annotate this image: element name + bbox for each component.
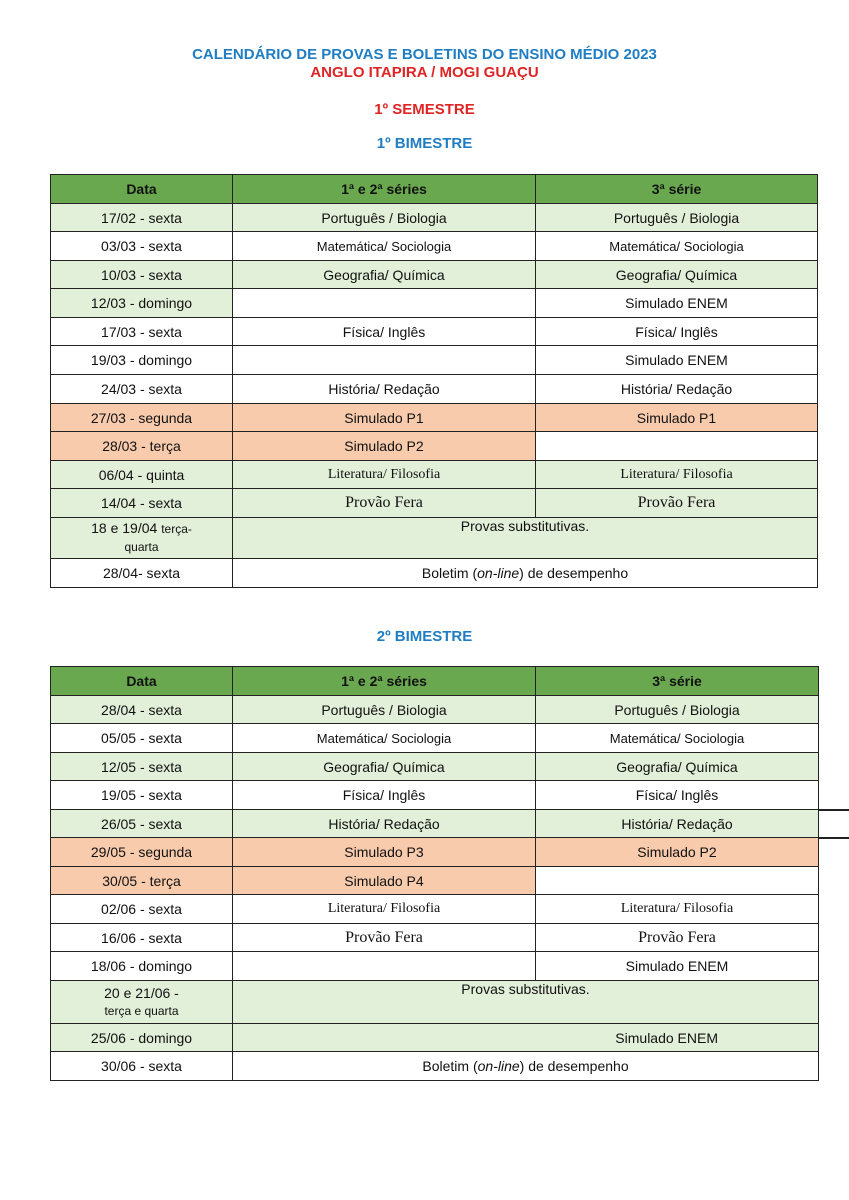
table-row — [51, 432, 818, 461]
row-date: 06/04 - quinta — [51, 461, 233, 489]
bimestre1-table — [50, 174, 818, 588]
row-exam-1-2: Provão Fera — [233, 489, 536, 518]
row-exam-1-2 — [233, 289, 536, 318]
row-date: 19/03 - domingo — [51, 346, 233, 375]
subst-weekday: terça e quarta — [104, 1003, 179, 1018]
row-exam-1-2: Provão Fera — [233, 924, 536, 952]
row-exam-1-2 — [233, 952, 536, 981]
row-exam-1-2: Português / Biologia — [233, 204, 536, 232]
subst-text: Provas substitutivas. — [233, 981, 819, 1024]
row-exam-3: História/ Redação — [536, 375, 818, 404]
subst-weekday-a: terça- — [161, 522, 192, 536]
row-exam-3: Português / Biologia — [536, 204, 818, 232]
boletim-text — [233, 1052, 819, 1081]
row-exam-3: Geografia/ Química — [536, 753, 819, 781]
header-series-3: 3ª série — [536, 667, 819, 696]
row-exam-3: História/ Redação — [536, 810, 819, 838]
row-date: 30/05 - terça — [51, 867, 233, 895]
row-exam-3: Provão Fera — [536, 924, 819, 952]
table-header-row — [51, 667, 819, 696]
row-exam-1-2: Física/ Inglês — [233, 318, 536, 346]
row-date: 24/03 - sexta — [51, 375, 233, 404]
table-row — [51, 489, 818, 518]
row-exam-1-2: Simulado P3 — [233, 838, 536, 867]
row-date: 25/06 - domingo — [51, 1024, 233, 1052]
table-row — [51, 518, 818, 559]
table-row — [51, 375, 818, 404]
table-header-row — [51, 175, 818, 204]
table-row — [51, 838, 819, 867]
row-date: 18/06 - domingo — [51, 952, 233, 981]
row-date: 28/03 - terça — [51, 432, 233, 461]
boletim-online: on-line — [477, 565, 520, 581]
row-exam-3: Física/ Inglês — [536, 781, 819, 810]
row-exam-3: Simulado ENEM — [536, 952, 819, 981]
header-date: Data — [51, 667, 233, 696]
row-date: 28/04 - sexta — [51, 696, 233, 724]
row-date: 26/05 - sexta — [51, 810, 233, 838]
document-title: CALENDÁRIO DE PROVAS E BOLETINS DO ENSINO MÉDIO 2023 — [192, 46, 657, 63]
row-date: 28/04- sexta — [51, 559, 233, 588]
table-row — [51, 261, 818, 289]
table-row — [51, 867, 819, 895]
bimestre2-title: 2º BIMESTRE — [376, 628, 473, 645]
row-exam-1-2: Simulado P4 — [233, 867, 536, 895]
row-exam-3: Português / Biologia — [536, 696, 819, 724]
bimestre2-table — [50, 666, 819, 1081]
row-exam-1-2 — [233, 346, 536, 375]
header-series-3: 3ª série — [536, 175, 818, 204]
row-exam-1-2: Português / Biologia — [233, 696, 536, 724]
header-series-1-2: 1ª e 2ª séries — [233, 667, 536, 696]
row-exam-3: Matemática/ Sociologia — [536, 724, 819, 753]
row-exam-3: Literatura/ Filosofia — [536, 461, 818, 489]
row-date — [51, 518, 233, 559]
boletim-after: ) de desempenho — [519, 565, 629, 581]
row-exam-1-2: Física/ Inglês — [233, 781, 536, 810]
table-row — [51, 1024, 819, 1052]
bimestre1-title: 1º BIMESTRE — [376, 135, 473, 152]
row-date: 12/03 - domingo — [51, 289, 233, 318]
row-exam-3: Provão Fera — [536, 489, 818, 518]
row-exam-1-2: Geografia/ Química — [233, 753, 536, 781]
table-row — [51, 895, 819, 924]
header-series-1-2: 1ª e 2ª séries — [233, 175, 536, 204]
table-row — [51, 781, 819, 810]
row-exam-1-2: Geografia/ Química — [233, 261, 536, 289]
row-exam-3: Literatura/ Filosofia — [536, 895, 819, 924]
table-row — [51, 232, 818, 261]
table-row — [51, 753, 819, 781]
row-date — [51, 981, 233, 1024]
row-exam-3: Física/ Inglês — [536, 318, 818, 346]
subst-weekday-b: quarta — [124, 540, 159, 554]
row-exam-3 — [536, 432, 818, 461]
school-name: ANGLO ITAPIRA / MOGI GUAÇU — [310, 64, 539, 81]
table-row — [51, 461, 818, 489]
table-row — [51, 810, 819, 838]
boletim-before: Boletim ( — [421, 565, 478, 581]
row-date: 27/03 - segunda — [51, 404, 233, 432]
row-exam-1-2: Literatura/ Filosofia — [233, 895, 536, 924]
table-row — [51, 1052, 819, 1081]
row-date: 17/02 - sexta — [51, 204, 233, 232]
table-row — [51, 696, 819, 724]
row-exam-3: Geografia/ Química — [536, 261, 818, 289]
table-row — [51, 289, 818, 318]
row-exam-3: Matemática/ Sociologia — [536, 232, 818, 261]
row-exam-3 — [536, 867, 819, 895]
row-exam-1-2: Simulado P2 — [233, 432, 536, 461]
row-date: 02/06 - sexta — [51, 895, 233, 924]
subst-date: 20 e 21/06 - — [104, 984, 179, 1001]
row-date: 16/06 - sexta — [51, 924, 233, 952]
row-date: 03/03 - sexta — [51, 232, 233, 261]
table-row — [51, 724, 819, 753]
subst-text: Provas substitutivas. — [233, 518, 818, 559]
table-row — [51, 981, 819, 1024]
row-date: 14/04 - sexta — [51, 489, 233, 518]
row-date: 29/05 - segunda — [51, 838, 233, 867]
boletim-text — [233, 559, 818, 588]
row-exam-3: Simulado ENEM — [536, 346, 818, 375]
table-row — [51, 952, 819, 981]
stray-line — [818, 809, 849, 811]
table-row — [51, 559, 818, 588]
boletim-online: on-line — [477, 1058, 520, 1074]
table-row — [51, 346, 818, 375]
table-row — [51, 924, 819, 952]
row-exam-1-2: História/ Redação — [233, 375, 536, 404]
boletim-after: ) de desempenho — [519, 1058, 629, 1074]
row-date: 17/03 - sexta — [51, 318, 233, 346]
row-date: 05/05 - sexta — [51, 724, 233, 753]
row-date: 10/03 - sexta — [51, 261, 233, 289]
table-row — [51, 404, 818, 432]
row-date: 19/05 - sexta — [51, 781, 233, 810]
row-exam-3: Simulado ENEM — [536, 289, 818, 318]
row-exam-1-2: Matemática/ Sociologia — [233, 724, 536, 753]
row-exam-1-2: Matemática/ Sociologia — [233, 232, 536, 261]
row-exam-1-2: Literatura/ Filosofia — [233, 461, 536, 489]
table-row — [51, 204, 818, 232]
table-row — [51, 318, 818, 346]
header-date: Data — [51, 175, 233, 204]
subst-date: 18 e 19/04 — [91, 520, 158, 536]
enem-text: Simulado ENEM — [233, 1024, 819, 1052]
stray-line — [818, 837, 849, 839]
row-date: 30/06 - sexta — [51, 1052, 233, 1081]
row-exam-1-2: História/ Redação — [233, 810, 536, 838]
boletim-before: Boletim ( — [422, 1058, 478, 1074]
row-date: 12/05 - sexta — [51, 753, 233, 781]
semester-title: 1º SEMESTRE — [374, 101, 475, 118]
row-exam-3: Simulado P1 — [536, 404, 818, 432]
row-exam-1-2: Simulado P1 — [233, 404, 536, 432]
row-exam-3: Simulado P2 — [536, 838, 819, 867]
